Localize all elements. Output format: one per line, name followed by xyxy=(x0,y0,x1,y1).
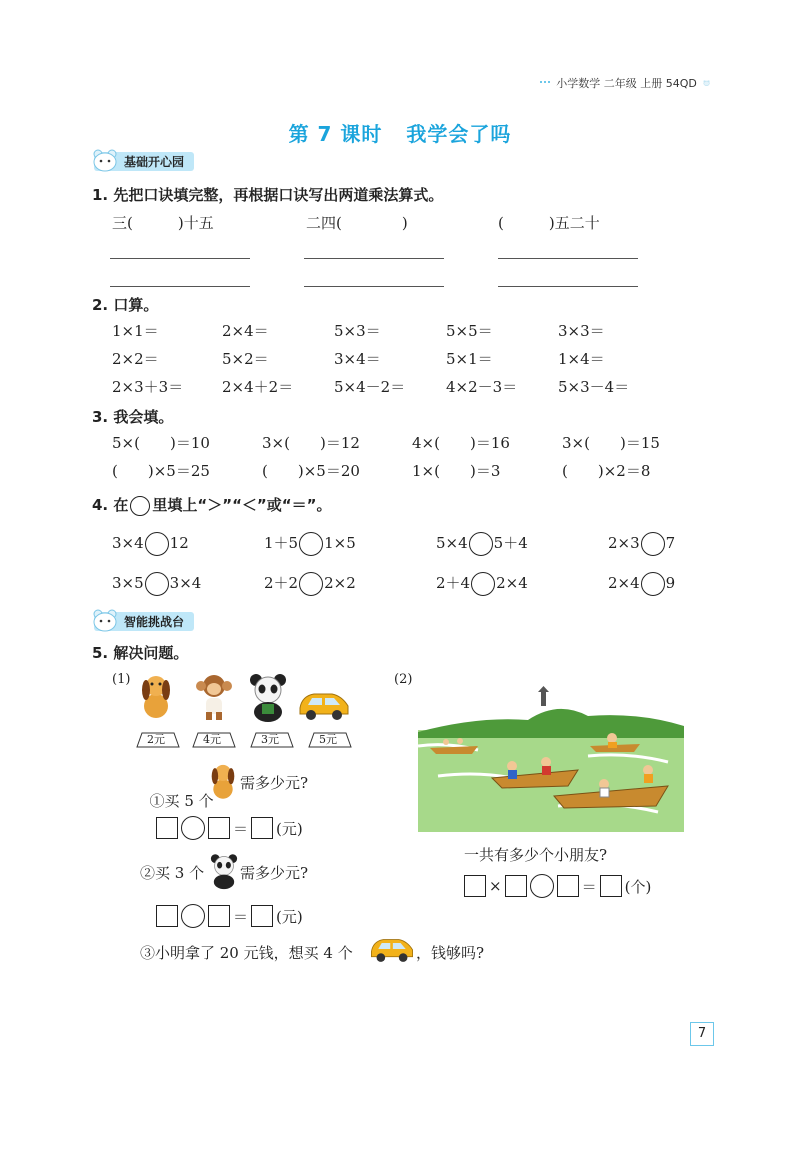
fill-in-item[interactable]: 4×( )＝16 xyxy=(412,434,510,452)
q5-part1-label: (1) xyxy=(112,672,131,687)
compare-right: 5＋4 xyxy=(493,534,528,552)
compare-circle[interactable] xyxy=(299,572,323,596)
question-5-title: 5. 解决问题。 xyxy=(92,644,189,662)
header-dots xyxy=(540,81,550,85)
sub-question-1-end: 需多少元? xyxy=(240,774,309,792)
equals-sign: ＝ xyxy=(581,877,597,896)
toy-monkey-icon xyxy=(194,672,234,722)
compare-circle[interactable] xyxy=(469,532,493,556)
compare-right: 7 xyxy=(665,534,676,552)
fill-in-item[interactable]: 3×( )＝12 xyxy=(262,434,360,452)
page-title xyxy=(0,118,800,147)
sub-question-1 xyxy=(140,772,214,811)
operator-circle[interactable] xyxy=(181,904,205,928)
price-tag xyxy=(312,732,344,748)
answer-box[interactable] xyxy=(208,905,230,927)
page-number: 7 xyxy=(690,1022,714,1046)
sub-question-3: ③小明拿了 20 元钱，想买 4 个 xyxy=(140,944,353,962)
unit-label: (元) xyxy=(276,819,303,838)
oral-calc-item: 5×3＝ xyxy=(334,322,381,340)
running-header xyxy=(540,74,710,92)
compare-left: 3×4 xyxy=(112,534,144,552)
oral-calc-item: 1×1＝ xyxy=(112,322,159,340)
answer-box[interactable] xyxy=(557,875,579,897)
section-title: 智能挑战台 xyxy=(124,614,185,629)
compare-right: 1×5 xyxy=(324,534,356,552)
equation-row-3 xyxy=(464,874,651,898)
equation-row-2 xyxy=(156,904,303,928)
bear-icon xyxy=(92,148,120,174)
compare-left: 2×4 xyxy=(608,574,640,592)
times-sign: × xyxy=(489,877,502,895)
section-banner-challenge xyxy=(94,610,194,632)
fill-in-item[interactable]: ( )×5＝25 xyxy=(112,462,210,480)
compare-circle[interactable] xyxy=(641,572,665,596)
compare-item xyxy=(112,572,201,596)
compare-circle[interactable] xyxy=(471,572,495,596)
lesson-name: 我学会了吗 xyxy=(406,122,512,146)
compare-item xyxy=(264,572,356,596)
price-label: 2元 xyxy=(147,733,165,746)
compare-left: 2×3 xyxy=(608,534,640,552)
answer-box[interactable] xyxy=(251,905,273,927)
compare-circle[interactable] xyxy=(145,532,169,556)
toy-dog-icon xyxy=(138,670,174,722)
boating-scene-illustration xyxy=(418,686,684,832)
answer-line[interactable] xyxy=(304,258,444,259)
oral-calc-item: 5×3－4＝ xyxy=(558,378,630,396)
q1-item-3: ( )五二十 xyxy=(498,214,600,232)
unit-label: (元) xyxy=(276,907,303,926)
price-tag xyxy=(140,732,172,748)
answer-line[interactable] xyxy=(498,258,638,259)
fill-in-item[interactable]: 3×( )＝15 xyxy=(562,434,660,452)
oral-calc-item: 2×2＝ xyxy=(112,350,159,368)
oral-calc-item: 1×4＝ xyxy=(558,350,605,368)
oral-calc-item: 5×5＝ xyxy=(446,322,493,340)
question-1-title: 1. 先把口诀填完整，再根据口诀写出两道乘法算式。 xyxy=(92,186,444,204)
unit-label: (个) xyxy=(624,877,652,896)
price-label: 4元 xyxy=(203,733,221,746)
compare-item xyxy=(436,532,528,556)
sub-question-3-end: ，钱够吗? xyxy=(416,944,485,962)
answer-box[interactable] xyxy=(505,875,527,897)
answer-line[interactable] xyxy=(304,286,444,287)
section-title: 基础开心园 xyxy=(124,154,185,169)
circle-symbol xyxy=(130,496,150,516)
toy-car-icon xyxy=(368,934,416,964)
answer-line[interactable] xyxy=(498,286,638,287)
equals-sign: ＝ xyxy=(233,819,249,838)
sub-question-text: ①买 5 个 xyxy=(149,792,214,810)
compare-left: 3×5 xyxy=(112,574,144,592)
price-label: 5元 xyxy=(319,733,337,746)
sub-question-2-end: 需多少元? xyxy=(240,864,309,882)
compare-left: 1＋5 xyxy=(264,534,299,552)
answer-line[interactable] xyxy=(110,286,250,287)
equals-sign: ＝ xyxy=(233,907,249,926)
compare-right: 2×4 xyxy=(496,574,528,592)
oral-calc-item: 2×4＝ xyxy=(222,322,269,340)
compare-item xyxy=(608,572,675,596)
compare-left: 5×4 xyxy=(436,534,468,552)
equation-row-1 xyxy=(156,816,303,840)
compare-left: 2＋2 xyxy=(264,574,299,592)
operator-circle[interactable] xyxy=(530,874,554,898)
oral-calc-item: 2×4＋2＝ xyxy=(222,378,294,396)
oral-calc-item: 5×1＝ xyxy=(446,350,493,368)
question-3-title: 3. 我会填。 xyxy=(92,408,174,426)
compare-circle[interactable] xyxy=(145,572,169,596)
compare-right: 12 xyxy=(169,534,189,552)
fill-in-item[interactable]: 5×( )＝10 xyxy=(112,434,210,452)
fill-in-item[interactable]: ( )×5＝20 xyxy=(262,462,360,480)
q1-item-1: 三( )十五 xyxy=(112,214,214,232)
toy-dog-icon xyxy=(208,760,238,802)
oral-calc-item: 4×2－3＝ xyxy=(446,378,518,396)
compare-right: 9 xyxy=(665,574,676,592)
question-4-title xyxy=(92,494,332,516)
oral-calc-item: 5×2＝ xyxy=(222,350,269,368)
compare-circle[interactable] xyxy=(641,532,665,556)
oral-calc-item: 3×4＝ xyxy=(334,350,381,368)
q5-part2-label: (2) xyxy=(394,672,413,687)
answer-box[interactable] xyxy=(251,817,273,839)
compare-right: 2×2 xyxy=(324,574,356,592)
compare-circle[interactable] xyxy=(299,532,323,556)
header-text: 小学数学 二年级 上册 54QD xyxy=(556,77,697,90)
answer-box[interactable] xyxy=(464,875,486,897)
compare-item xyxy=(436,572,528,596)
price-tag xyxy=(254,732,286,748)
price-tag xyxy=(196,732,228,748)
bear-icon xyxy=(703,75,710,91)
compare-left: 2＋4 xyxy=(436,574,471,592)
answer-box[interactable] xyxy=(208,817,230,839)
compare-item xyxy=(112,532,189,556)
fill-in-item[interactable]: ( )×2＝8 xyxy=(562,462,651,480)
q4-title-post: 里填上“＞”“＜”或“＝”。 xyxy=(152,496,332,514)
toy-panda-icon xyxy=(208,852,240,890)
part2-question: 一共有多少个小朋友? xyxy=(464,846,608,864)
section-banner-basic xyxy=(94,150,194,172)
sub-question-2: ②买 3 个 xyxy=(140,864,205,882)
toy-panda-icon xyxy=(246,672,290,722)
compare-item xyxy=(608,532,675,556)
q4-title-pre: 4. 在 xyxy=(92,496,129,514)
answer-box[interactable] xyxy=(600,875,622,897)
answer-box[interactable] xyxy=(156,905,178,927)
answer-line[interactable] xyxy=(110,258,250,259)
fill-in-item[interactable]: 1×( )＝3 xyxy=(412,462,501,480)
answer-box[interactable] xyxy=(156,817,178,839)
lesson-number: 第 7 课时 xyxy=(288,122,383,146)
oral-calc-item: 2×3＋3＝ xyxy=(112,378,184,396)
bear-icon xyxy=(92,608,120,634)
operator-circle[interactable] xyxy=(181,816,205,840)
compare-right: 3×4 xyxy=(169,574,202,592)
q1-item-2: 二四( ) xyxy=(306,214,408,232)
question-2-title: 2. 口算。 xyxy=(92,296,159,314)
toy-car-icon xyxy=(296,688,352,722)
oral-calc-item: 5×4－2＝ xyxy=(334,378,406,396)
price-label: 3元 xyxy=(261,733,279,746)
compare-item xyxy=(264,532,356,556)
oral-calc-item: 3×3＝ xyxy=(558,322,605,340)
